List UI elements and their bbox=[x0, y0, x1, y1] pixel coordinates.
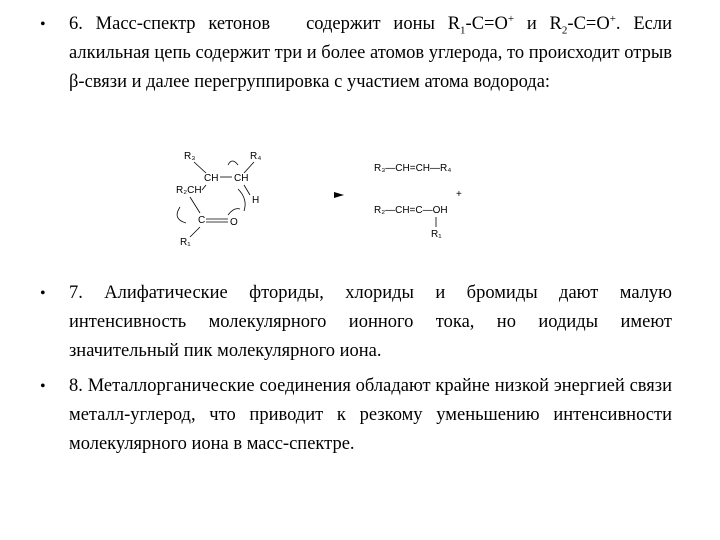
label-r1: R₁ bbox=[180, 237, 191, 248]
label-o: O bbox=[230, 217, 238, 228]
label-r3: R₃ bbox=[184, 151, 196, 162]
bullet-item-7 bbox=[40, 279, 672, 366]
label-ch-left: CH bbox=[204, 173, 219, 184]
label-c: C bbox=[198, 215, 206, 226]
bullet-marker: • bbox=[40, 378, 46, 395]
curved-arrow bbox=[228, 161, 238, 165]
item-8-text: 8. Металлорганические соединения обладают крайне низкой энергией связи металл-углерод, что приводит к резкому уменьшению интенсивности молекулярного иона в масс-спектре. bbox=[69, 376, 672, 454]
bullet-item-6 bbox=[40, 10, 672, 97]
curved-arrow bbox=[177, 207, 186, 223]
item-6-text: 6. Масс-спектр кетонов содержит ионы $R_1-C=O^+$ и $R_2-C=O^+$. Если алкильная цепь содержит три и более атомов углерода, то происходит отрыв β-связи и далее перегруппировка с участием атома водорода: bbox=[69, 12, 672, 92]
product-enol: R₂—CH=C—OH bbox=[374, 205, 448, 216]
bullet-marker: • bbox=[40, 285, 46, 302]
item-7-text: 7. Алифатические фториды, хлориды и бромиды дают малую интенсивность молекулярного ионного тока, но иодиды имеют значительный пик молекулярного иона. bbox=[69, 283, 672, 361]
bullet-item-8 bbox=[40, 372, 672, 459]
bullet-marker: • bbox=[40, 16, 46, 33]
product-plus: + bbox=[456, 189, 462, 200]
label-h: H bbox=[252, 195, 260, 206]
curved-arrow bbox=[238, 189, 245, 211]
label-ch-right: CH bbox=[234, 173, 249, 184]
product-alkene: R₃—CH=CH—R₄ bbox=[374, 163, 452, 174]
reaction-arrow bbox=[334, 192, 344, 198]
label-r4: R₄ bbox=[250, 151, 262, 162]
label-r2ch: R₂CH bbox=[176, 185, 202, 196]
reaction-scheme bbox=[168, 145, 488, 250]
curved-arrow bbox=[228, 209, 240, 215]
product-r1: R₁ bbox=[431, 229, 442, 240]
